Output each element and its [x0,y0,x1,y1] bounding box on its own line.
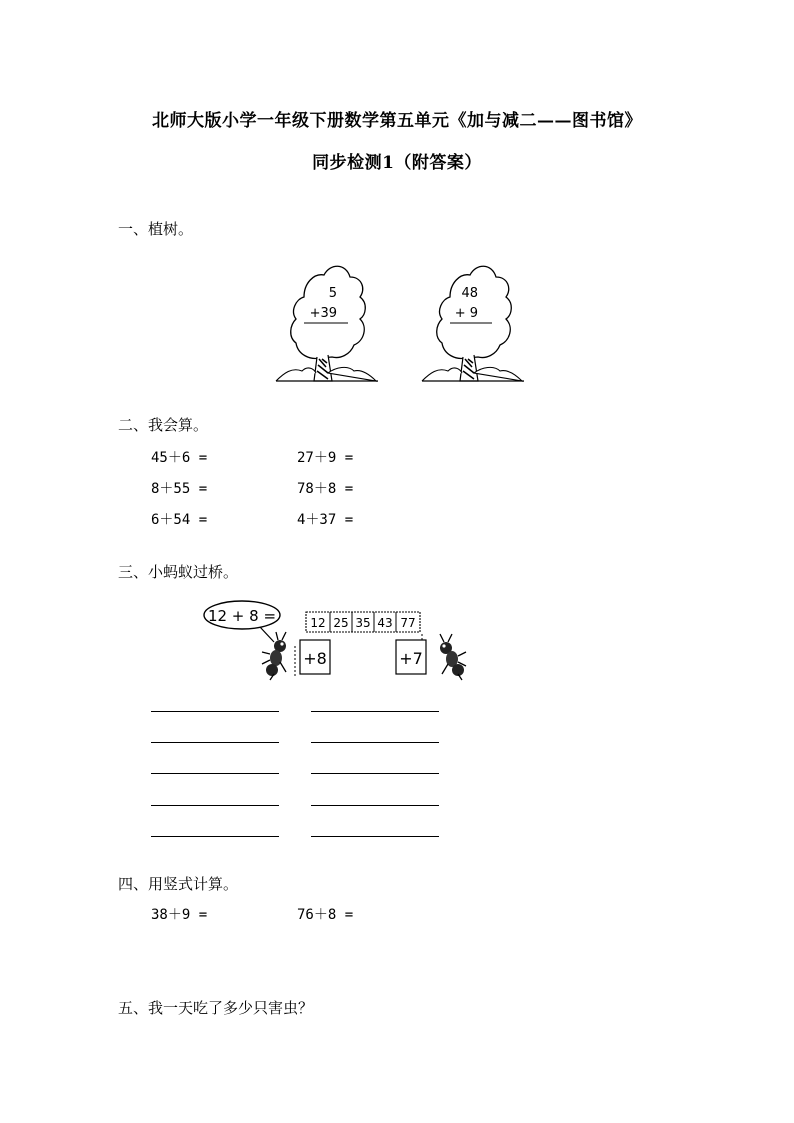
page-subtitle: 同步检测1（附答案） [312,153,482,173]
calc-expr: 27＋9 = [297,450,354,466]
card-right [396,634,426,674]
calc-expr: 78＋8 = [297,481,354,497]
ant-icon [262,632,286,680]
page-title: 北师大版小学一年级下册数学第五单元《加与减二——图书馆》 [152,111,642,131]
section5-heading: 五、我一天吃了多少只害虫？ [118,999,314,1017]
answer-line[interactable] [151,836,279,837]
tree1-bottom-number: +39 [309,306,337,321]
bubble-text: 12 + 8 = [207,607,277,625]
vertical-calc-expr: 38＋9 = [151,907,208,923]
tree2-top-number: 48 [461,286,478,301]
tree-2 [422,266,524,381]
ant-bridge-illustration [200,598,480,682]
bridge-number: 25 [333,616,349,630]
bridge-number: 77 [400,616,416,630]
tree-1 [276,266,378,381]
section4-heading: 四、用竖式计算。 [118,875,239,893]
ant-icon [440,634,466,680]
calc-expr: 8＋55 = [151,481,208,497]
calc-expr: 4＋37 = [297,512,354,528]
answer-line[interactable] [151,805,279,806]
section2-heading: 二、我会算。 [118,416,209,434]
answer-line[interactable] [311,711,439,712]
bridge-number: 12 [310,616,326,630]
vertical-calc-expr: 76＋8 = [297,907,354,923]
tree2-bottom-number: + 9 [454,306,478,321]
answer-line[interactable] [151,773,279,774]
card-right-text: +7 [399,649,423,668]
bridge-number: 35 [355,616,371,630]
trees-illustration [270,255,530,385]
card-left [295,640,330,676]
calc-expr: 6＋54 = [151,512,208,528]
answer-line[interactable] [311,773,439,774]
calc-expr: 45＋6 = [151,450,208,466]
answer-line[interactable] [151,711,279,712]
tree1-top-number: 5 [328,286,337,301]
section3-heading: 三、小蚂蚁过桥。 [118,563,239,581]
answer-line[interactable] [311,836,439,837]
section1-heading: 一、植树。 [118,220,194,238]
speech-bubble [204,601,280,642]
bridge [306,612,420,632]
card-left-text: +8 [303,649,327,668]
answer-line[interactable] [311,805,439,806]
bridge-number: 43 [377,616,393,630]
answer-line[interactable] [151,742,279,743]
answer-line[interactable] [311,742,439,743]
